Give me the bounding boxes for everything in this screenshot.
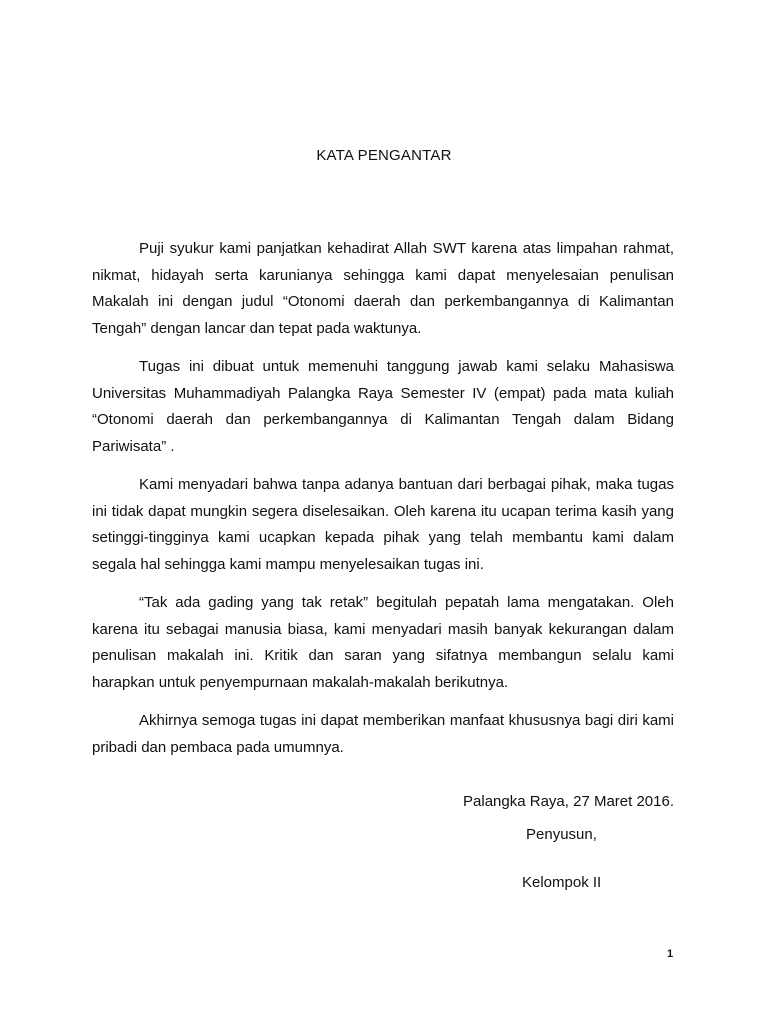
- paragraph-5: Akhirnya semoga tugas ini dapat memberikan manfaat khususnya bagi diri kami pribadi dan pembaca pada umumnya.: [92, 712, 674, 756]
- paragraph-3: Kami menyadari bahwa tanpa adanya bantuan dari berbagai pihak, maka tugas ini tidak dapat mungkin segera diselesaikan. Oleh karena itu ucapan terima kasih yang setinggi-tingginya kami ucapkan kepada pihak yang telah membantu kami dalam segala hal sehingga kami mampu menyelesaikan tugas ini.: [92, 476, 674, 573]
- page-number: 1: [667, 948, 674, 960]
- paragraph-2: Tugas ini dibuat untuk memenuhi tanggung jawab kami selaku Mahasiswa Universitas Muhammadiyah Palangka Raya Semester IV (empat) pada mata kuliah “Otonomi daerah dan perkembangannya di Kalimantan Tengah dalam Bidang Pariwisata” .: [92, 358, 674, 455]
- paragraph-1: Puji syukur kami panjatkan kehadirat Allah SWT karena atas limpahan rahmat, nikmat, hidayah serta karunianya sehingga kami dapat menyelesaian penulisan Makalah ini dengan judul “Otonomi daerah dan perkembangannya di Kalimantan Tengah” dengan lancar dan tepat pada waktunya.: [92, 240, 674, 337]
- signature-name: Kelompok II: [522, 874, 602, 891]
- signature-role: Penyusun,: [526, 826, 597, 843]
- signature-place-date: Palangka Raya, 27 Maret 2016.: [463, 793, 674, 810]
- page-title: KATA PENGANTAR: [316, 147, 452, 164]
- paragraph-4: “Tak ada gading yang tak retak” begitulah pepatah lama mengatakan. Oleh karena itu sebagai manusia biasa, kami menyadari masih banyak kekurangan dalam penulisan makalah ini. Kritik dan saran yang sifatnya membangun selalu kami harapkan untuk penyempurnaan makalah-makalah berikutnya.: [92, 594, 674, 691]
- document-body: [92, 236, 674, 773]
